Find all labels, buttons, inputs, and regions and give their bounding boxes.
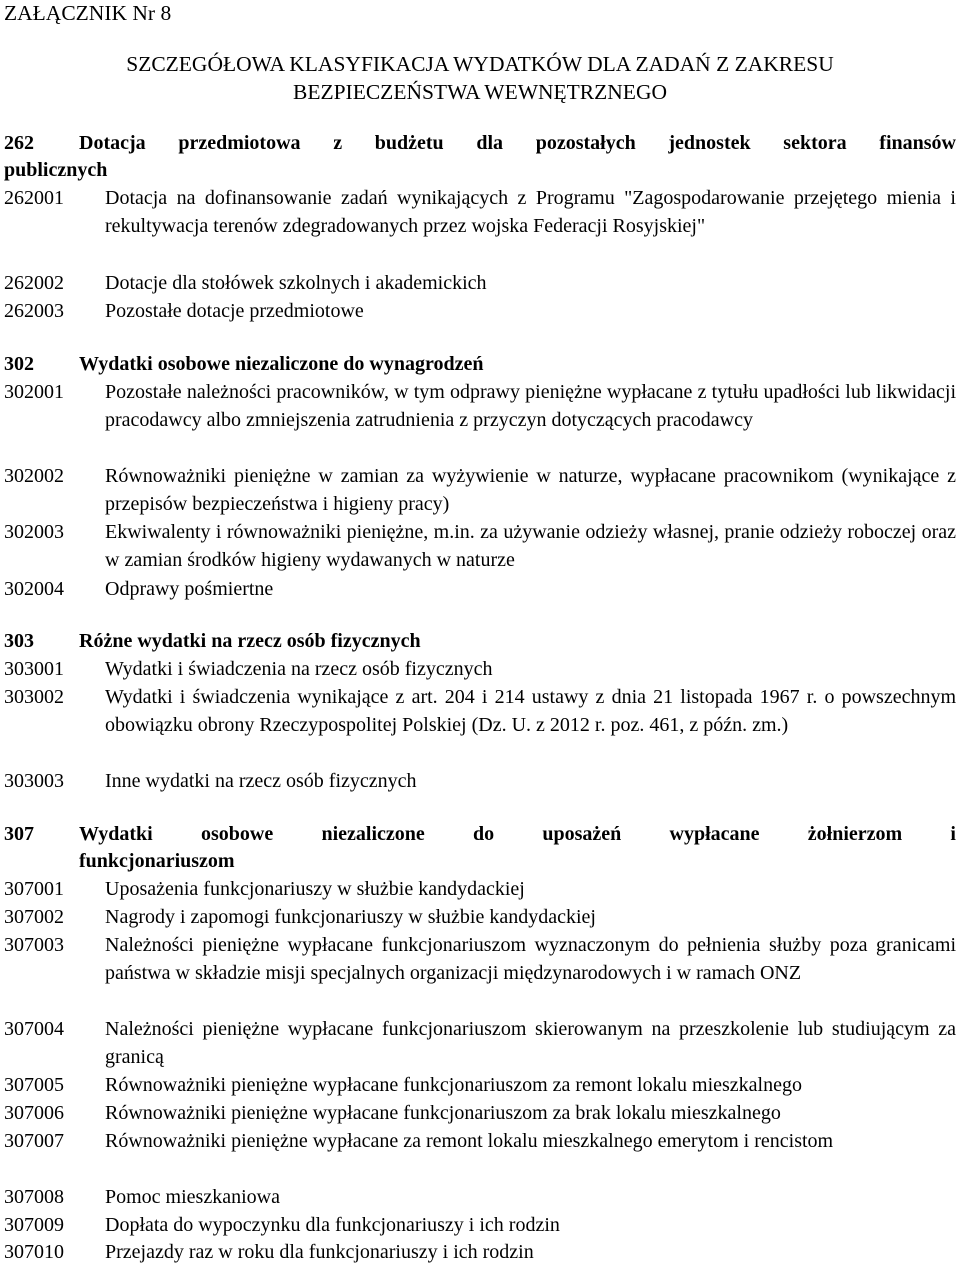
item-code: 307008: [4, 1186, 64, 1208]
item-code: 307003: [4, 934, 64, 956]
section-code: 302: [4, 353, 34, 375]
item-label: Odprawy pośmiertne: [105, 578, 274, 600]
section-262-heading: [4, 130, 956, 157]
section-303-heading: [4, 628, 956, 655]
list-item: [4, 1072, 956, 1100]
section-label-line-1: Dotacja przedmiotowa z budżetu dla pozostałych jednostek sektora finansów: [79, 132, 956, 154]
item-label: Należności pieniężne wypłacane funkcjonariuszom skierowanym na przeszkolenie lub studiującym za granicą: [105, 1018, 956, 1068]
item-code: 262003: [4, 300, 64, 322]
item-label: Równoważniki pieniężne w zamian za wyżywienie w naturze, wypłacane pracownikom (wynikające z przepisów bezpieczeństwa i higieny pracy): [105, 465, 956, 515]
list-item: [4, 576, 956, 604]
list-item: [4, 876, 956, 904]
list-item: [4, 656, 956, 684]
section-302-heading: [4, 351, 956, 378]
section-307-heading-cont: [4, 848, 956, 875]
document-title-line-2: BEZPIECZEŃSTWA WEWNĘTRZNEGO: [292, 80, 667, 104]
list-item: [4, 684, 956, 740]
item-label: Inne wydatki na rzecz osób fizycznych: [105, 770, 417, 792]
annex-heading: ZAŁĄCZNIK Nr 8: [4, 1, 172, 25]
item-label: Równoważniki pieniężne wypłacane za remont lokalu mieszkalnego emerytom i rencistom: [105, 1130, 834, 1152]
item-label: Należności pieniężne wypłacane funkcjonariuszom wyznaczonym do pełnienia służby poza granicami państwa w składzie misji specjalnych organizacji międzynarodowych i w ramach ONZ: [105, 934, 956, 984]
section-label-line-2: funkcjonariuszom: [79, 850, 235, 872]
section-label-line-1: Wydatki osobowe niezaliczone do uposażeń wypłacane żołnierzom i: [79, 823, 956, 845]
section-label-line-2: publicznych: [4, 159, 108, 181]
item-code: 307004: [4, 1018, 64, 1040]
list-item: [4, 185, 956, 241]
item-code: 307005: [4, 1074, 64, 1096]
section-label: Różne wydatki na rzecz osób fizycznych: [79, 630, 421, 652]
item-label: Równoważniki pieniężne wypłacane funkcjonariuszom za remont lokalu mieszkalnego: [105, 1074, 802, 1096]
item-code: 307006: [4, 1102, 64, 1124]
list-item: [4, 463, 956, 519]
list-item: [4, 1212, 956, 1240]
section-307-heading: [4, 821, 956, 848]
section-code: 307: [4, 823, 34, 845]
item-label: Dotacja na dofinansowanie zadań wynikających z Programu "Zagospodarowanie przejętego mienia i rekultywacja terenów zdegradowanych przez wojska Federacji Rosyjskiej": [105, 187, 956, 237]
item-code: 307010: [4, 1241, 64, 1263]
item-label: Wydatki i świadczenia wynikające z art. 204 i 214 ustawy z dnia 21 listopada 1967 r. o powszechnym obowiązku obrony Rzeczypospolitej Polskiej (Dz. U. z 2012 r. poz. 461, z późn. zm.): [105, 686, 956, 736]
item-code: 302003: [4, 521, 64, 543]
item-code: 303001: [4, 658, 64, 680]
list-item: [4, 768, 956, 796]
item-label: Pozostałe należności pracowników, w tym odprawy pieniężne wypłacane z tytułu upadłości lub likwidacji pracodawcy albo zmniejszenia zatrudnienia z przyczyn dotyczących pracodawcy: [105, 381, 956, 431]
list-item: [4, 379, 956, 435]
item-label: Nagrody i zapomogi funkcjonariuszy w służbie kandydackiej: [105, 906, 596, 928]
item-code: 262002: [4, 272, 64, 294]
item-code: 262001: [4, 187, 64, 209]
item-code: 302001: [4, 381, 64, 403]
list-item: [4, 1239, 956, 1267]
list-item: [4, 1016, 956, 1072]
list-item: [4, 1184, 956, 1212]
item-code: 302004: [4, 578, 64, 600]
item-code: 307002: [4, 906, 64, 928]
item-code: 307001: [4, 878, 64, 900]
list-item: [4, 519, 956, 575]
item-code: 307009: [4, 1214, 64, 1236]
item-label: Dotacje dla stołówek szkolnych i akademickich: [105, 272, 487, 294]
item-label: Pomoc mieszkaniowa: [105, 1186, 280, 1208]
list-item: [4, 904, 956, 932]
document-title-line-1: SZCZEGÓŁOWA KLASYFIKACJA WYDATKÓW DLA ZADAŃ Z ZAKRESU: [126, 52, 834, 76]
list-item: [4, 270, 956, 298]
list-item: [4, 298, 956, 326]
item-label: Ekwiwalenty i równoważniki pieniężne, m.in. za używanie odzieży własnej, pranie odzieży roboczej oraz w zamian środków higieny wydawanych w naturze: [105, 521, 956, 571]
item-code: 303003: [4, 770, 64, 792]
section-code: 262: [4, 132, 34, 154]
list-item: [4, 1100, 956, 1128]
item-label: Wydatki i świadczenia na rzecz osób fizycznych: [105, 658, 493, 680]
section-262-heading-cont: [4, 157, 956, 184]
item-label: Przejazdy raz w roku dla funkcjonariuszy i ich rodzin: [105, 1241, 534, 1263]
item-code: 302002: [4, 465, 64, 487]
item-label: Równoważniki pieniężne wypłacane funkcjonariuszom za brak lokalu mieszkalnego: [105, 1102, 781, 1124]
list-item: [4, 1128, 956, 1156]
item-label: Dopłata do wypoczynku dla funkcjonariuszy i ich rodzin: [105, 1214, 560, 1236]
section-label: Wydatki osobowe niezaliczone do wynagrodzeń: [79, 353, 484, 375]
list-item: [4, 932, 956, 988]
item-code: 307007: [4, 1130, 64, 1152]
section-code: 303: [4, 630, 34, 652]
item-label: Pozostałe dotacje przedmiotowe: [105, 300, 364, 322]
item-label: Uposażenia funkcjonariuszy w służbie kandydackiej: [105, 878, 525, 900]
item-code: 303002: [4, 686, 64, 708]
